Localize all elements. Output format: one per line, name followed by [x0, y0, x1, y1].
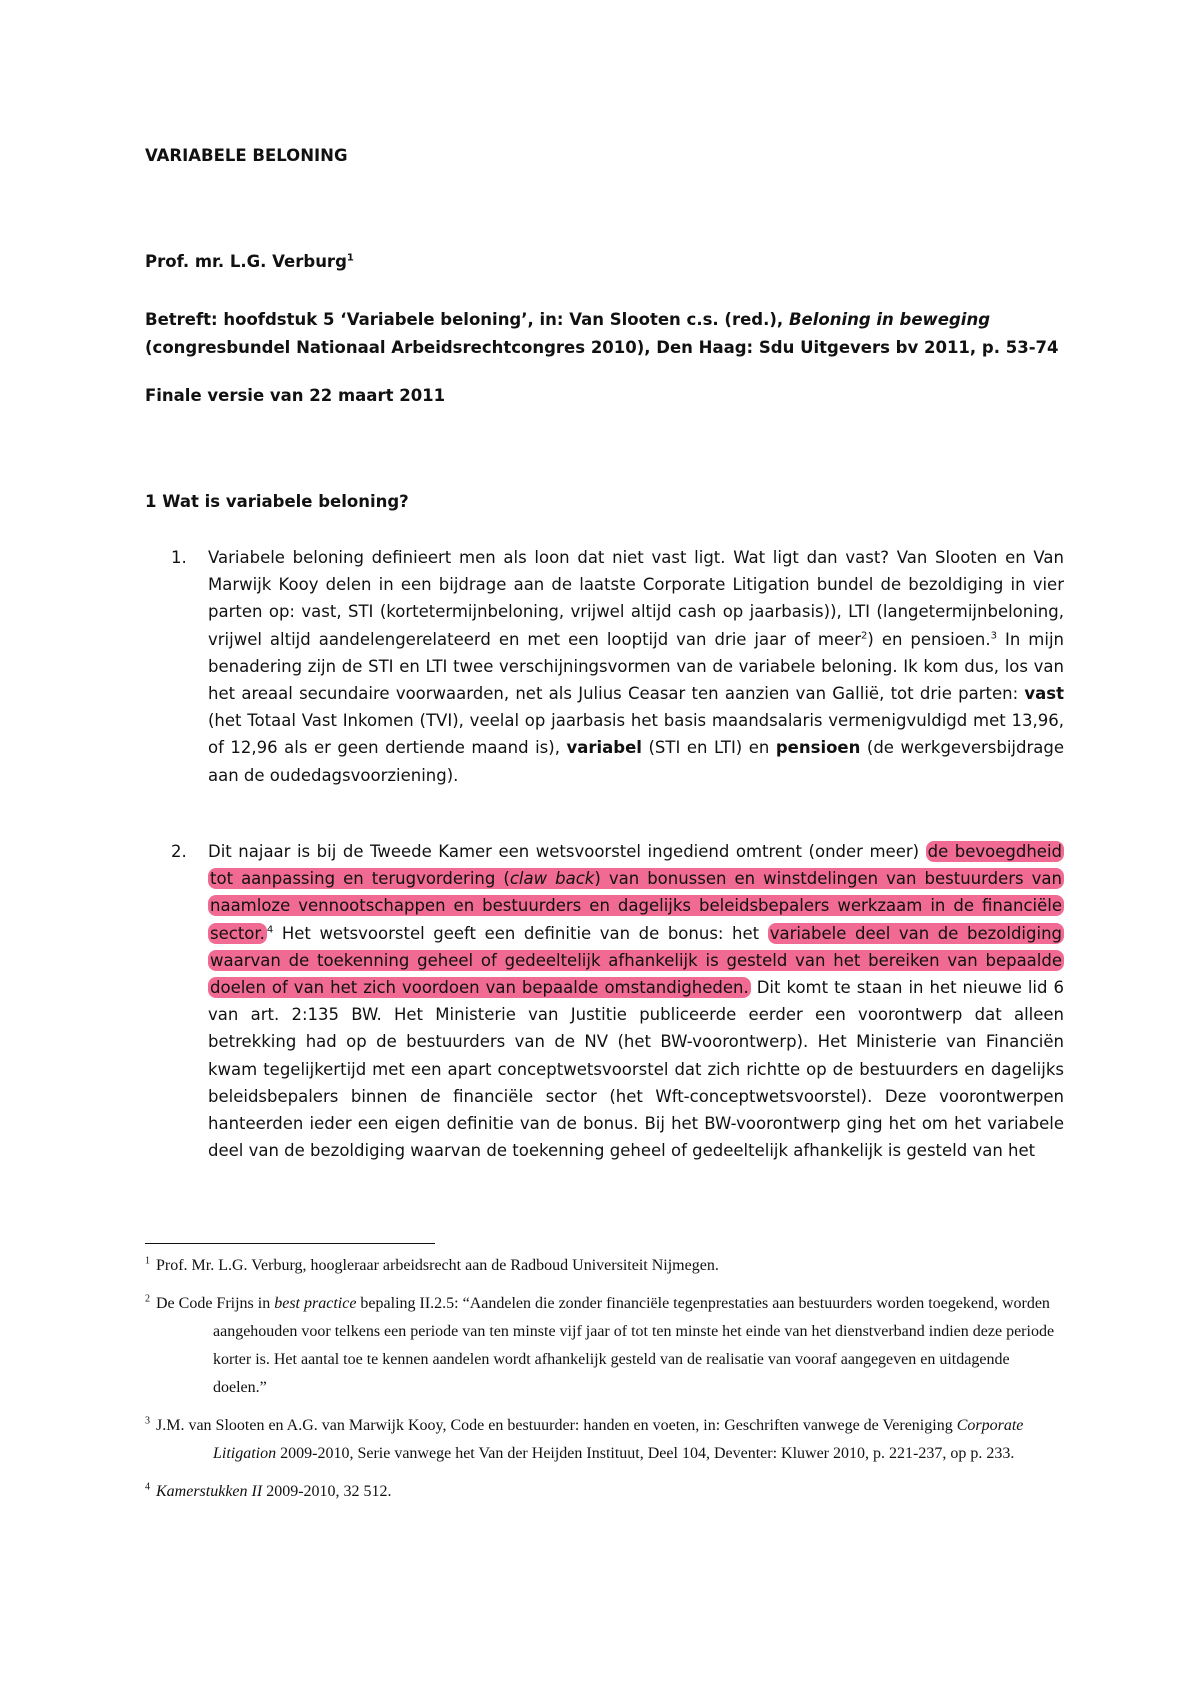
italic-term: claw back [509, 869, 595, 889]
footnote-ref-1[interactable]: 1 [346, 252, 354, 264]
text-run: (de werkgeversbijdrage aan de oudedagsvoorziening). [208, 738, 1064, 785]
footnote-ref-2[interactable]: 2 [861, 630, 868, 642]
footnote-text: Prof. Mr. L.G. Verburg, hoogleraar arbeidsrecht aan de Radboud Universiteit Nijmegen. [156, 1257, 719, 1274]
footnote-text: J.M. van Slooten en A.G. van Marwijk Kooy, Code en bestuurder: handen en voeten, in: Geschriften vanwege de Vereniging [156, 1417, 957, 1434]
text-run: ) van bonussen en winstdelingen van bestuurders van naamloze vennootschappen en bestuurders en dagelijks beleidsbepalers werkzaam in de financiële sector. [210, 869, 1062, 943]
italic-term: Kamerstukken II [156, 1483, 263, 1500]
bold-term: pensioen [775, 738, 861, 758]
footnote-1 [145, 1252, 1065, 1280]
paragraph-text [208, 838, 1064, 1164]
reference-prefix: Betreft: hoofdstuk 5 ‘Variabele beloning’, in: Van Slooten c.s. (red.), [145, 310, 789, 329]
footnote-text: De Code Frijns in [156, 1295, 275, 1312]
version-line: Finale versie van 22 maart 2011 [145, 386, 446, 405]
document-title: VARIABELE BELONING [145, 146, 348, 165]
text-run: Variabele beloning definieert men als loon dat niet vast ligt. Wat ligt dan vast? Van Slooten en Van Marwijk Kooy delen in een bijdrage aan de laatste Corporate Litigation bundel de bezoldiging in vier parten op: vast, STI (kortetermijnbeloning, vrijwel altijd cash op jaarbasis)), LTI (langetermijnbeloning, vrijwel altijd aandelengerelateerd en met een looptijd van drie jaar of meer [208, 548, 1064, 649]
footnote-number: 3 [145, 1415, 150, 1427]
paragraph-number: 2. [171, 842, 187, 861]
text-run: Het wetsvoorstel geeft een definitie van de bonus: het [273, 923, 768, 943]
bold-term: variabel [566, 738, 642, 758]
book-title: Beloning in beweging [788, 310, 991, 329]
footnote-2 [145, 1290, 1065, 1402]
footnote-ref-3[interactable]: 3 [990, 630, 998, 642]
footnote-number: 4 [145, 1481, 150, 1493]
footnote-text: bepaling II.2.5: “Aandelen die zonder financiële tegenprestaties aan bestuurders worden toegekend, worden aangehouden voor telkens een periode van ten minste vijf jaar of tot ten minste het einde van het dienstverband indien deze periode korter is. Het aantal toe te kennen aandelen wordt afhankelijk gesteld van de realisatie van vooraf aangegeven en uitdagende doelen.” [213, 1295, 1055, 1396]
footnotes [145, 1252, 1065, 1516]
section-heading: 1 Wat is variabele beloning? [145, 492, 409, 511]
author-name: Prof. mr. L.G. Verburg [145, 252, 347, 271]
text-run: de bevoegdheid tot aanpassing en terugvordering ( [210, 842, 1062, 889]
text-run: Dit komt te staan in het nieuwe lid 6 van art. 2:135 BW. Het Ministerie van Justitie publiceerde eerder een voorontwerp dat alleen betrekking had op de bestuurders van de NV (het BW-voorontwerp). Het Ministerie van Financiën kwam tegelijkertijd met een apart conceptwetsvoorstel dat zich richtte op de bestuurders en dagelijks beleidsbepalers binnen de financiële sector (het Wft-conceptwetsvoorstel). Deze voorontwerpen hanteerden ieder een eigen definitie van de bonus. Bij het BW-voorontwerp ging het om het variabele deel van de bezoldiging waarvan de toekenning geheel of gedeeltelijk afhankelijk is gesteld van het [208, 978, 1064, 1161]
bold-term: vast [1024, 684, 1064, 704]
author-line [145, 252, 354, 271]
highlight-2[interactable]: variabele deel van de bezoldiging waarvan de toekenning geheel of gedeeltelijk afhankelijk is gesteld van het bereiken van bepaalde doelen of van het zich voordoen van bepaalde omstandigheden. [210, 923, 1062, 998]
footnote-text: 2009-2010, Serie vanwege het Van der Heijden Instituut, Deel 104, Deventer: Kluwer 2010, p. 221-237, op p. 233. [276, 1445, 1015, 1462]
footnote-3 [145, 1412, 1065, 1468]
paragraph-number: 1. [171, 548, 187, 567]
footnote-number: 2 [145, 1293, 150, 1305]
text-run: In mijn benadering zijn de STI en LTI twee verschijningsvormen van de variabele beloning. Ik kom dus, los van het areaal secundaire voorwaarden, net als Julius Ceasar ten aanzien van Gallië, tot drie parten: [208, 629, 1064, 704]
text-run: Dit najaar is bij de Tweede Kamer een wetsvoorstel ingediend omtrent (onder meer) [208, 842, 926, 861]
paragraph-text [208, 544, 1064, 789]
reference-suffix: (congresbundel Nationaal Arbeidsrechtcongres 2010), Den Haag: Sdu Uitgevers bv 2011, p. 53-74 [145, 338, 1059, 357]
italic-term: Corporate Litigation [213, 1417, 1024, 1462]
footnote-text: 2009-2010, 32 512. [262, 1483, 392, 1500]
footnote-separator [145, 1243, 435, 1244]
footnote-number: 1 [145, 1255, 150, 1267]
text-run: (het Totaal Vast Inkomen (TVI), veelal op jaarbasis het basis maandsalaris vermenigvuldigd met 13,96, of 12,96 als er geen dertiende maand is), [208, 711, 1064, 758]
footnote-4 [145, 1478, 1065, 1506]
text-run: (STI en LTI) en [641, 738, 776, 758]
footnote-ref-4[interactable]: 4 [266, 924, 274, 936]
text-run: ) en pensioen. [867, 629, 991, 649]
reference-line [145, 306, 1065, 362]
italic-term: best practice [274, 1295, 357, 1312]
